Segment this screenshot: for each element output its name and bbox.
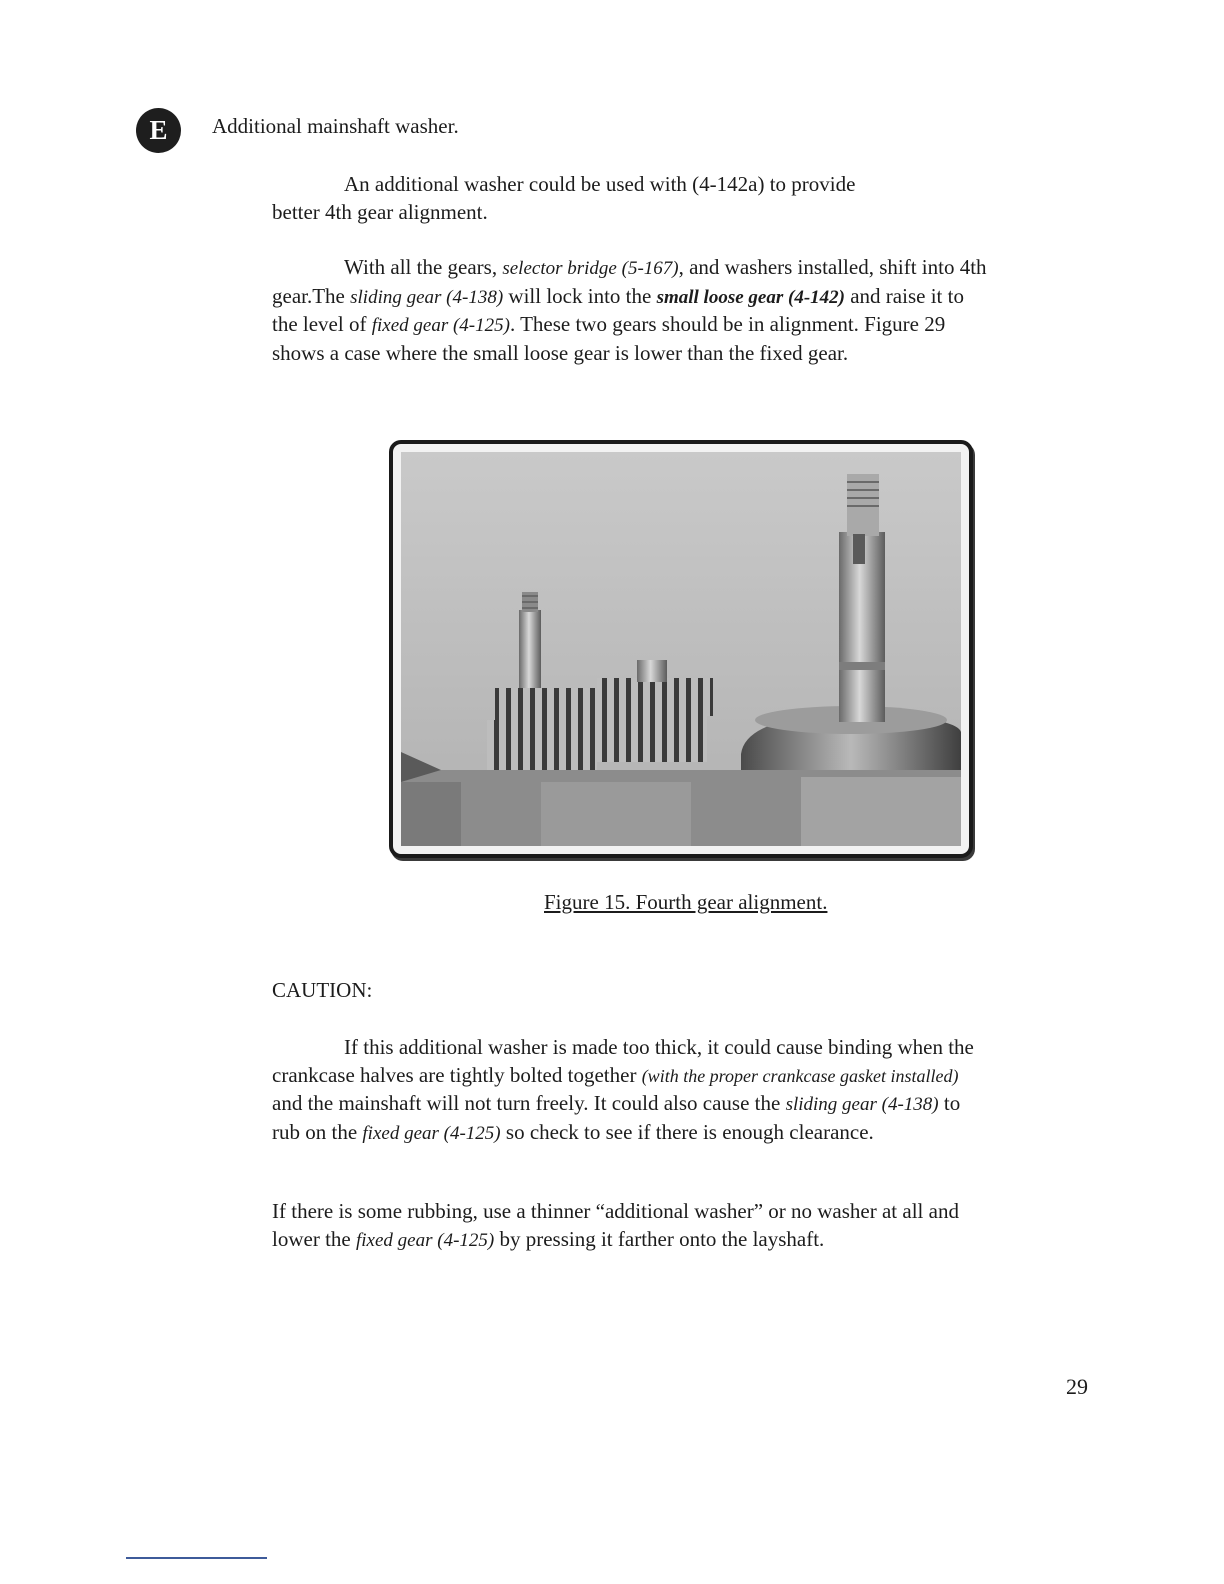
paragraph-rubbing <box>272 1198 992 1254</box>
para1-line1: An additional washer could be used with (4-142a) to provide <box>344 172 856 196</box>
paragraph-alignment <box>272 254 992 367</box>
ref-fixed-gear-2: fixed gear (4-125) <box>362 1122 501 1144</box>
gear-photo-illustration <box>401 452 961 846</box>
caution-text1: If this additional washer is made too thick, it could cause binding when the crankcase halves are tightly bolted together <box>272 1035 974 1087</box>
section-badge: E <box>136 108 181 153</box>
sliding-gear <box>597 678 713 716</box>
caution-text4: so check to see if there is enough clearance. <box>500 1119 874 1144</box>
ref-small-loose-gear: small loose gear (4-142) <box>656 286 845 308</box>
para2-text3: shift into 4th gear.The <box>272 255 987 308</box>
caution-text3: to rub on the <box>272 1091 961 1144</box>
lower-gear <box>487 720 597 770</box>
ref-sliding-gear: sliding gear (4-138) <box>350 286 504 308</box>
paragraph-caution <box>272 1034 992 1147</box>
paragraph-washer-intro <box>272 171 992 226</box>
ref-sliding-gear-2: sliding gear (4-138) <box>785 1094 939 1115</box>
fixed-gear <box>597 714 707 762</box>
para4-text2: by pressing it farther onto the layshaft. <box>494 1226 825 1251</box>
para2-text4: will lock into the <box>503 283 657 308</box>
para2-text1: With all the gears, <box>344 255 503 279</box>
page-number: 29 <box>1066 1374 1088 1399</box>
footnote-rule <box>126 1557 267 1559</box>
layshaft <box>519 610 541 690</box>
ref-fixed-gear: fixed gear (4-125) <box>371 315 510 336</box>
figure-photo <box>389 440 973 858</box>
figure-caption: Figure 15. Fourth gear alignment. <box>544 890 828 914</box>
ref-selector-bridge: selector bridge (5-167) <box>502 258 679 279</box>
caution-text2: and the mainshaft will not turn freely. It could also cause the <box>272 1091 786 1115</box>
ref-gasket: (with the proper crankcase gasket installed) <box>641 1065 959 1086</box>
para2-text2: , and washers installed, <box>678 255 874 279</box>
ref-fixed-gear-3: fixed gear (4-125) <box>355 1229 495 1251</box>
loose-gear <box>495 688 607 724</box>
para2-text5: and raise it to the level of <box>272 283 964 336</box>
section-heading: Additional mainshaft washer. <box>212 114 459 138</box>
para2-text6: . These two gears should be in alignment. Figure 29 shows a case where the small loose gear is lower than the fixed gear. <box>272 312 946 365</box>
para4-text1: If there is some rubbing, use a thinner “additional washer” or no washer at all and lower the <box>272 1199 959 1251</box>
caution-label: CAUTION: <box>272 978 373 1002</box>
para1-line2: better 4th gear alignment. <box>272 199 488 224</box>
